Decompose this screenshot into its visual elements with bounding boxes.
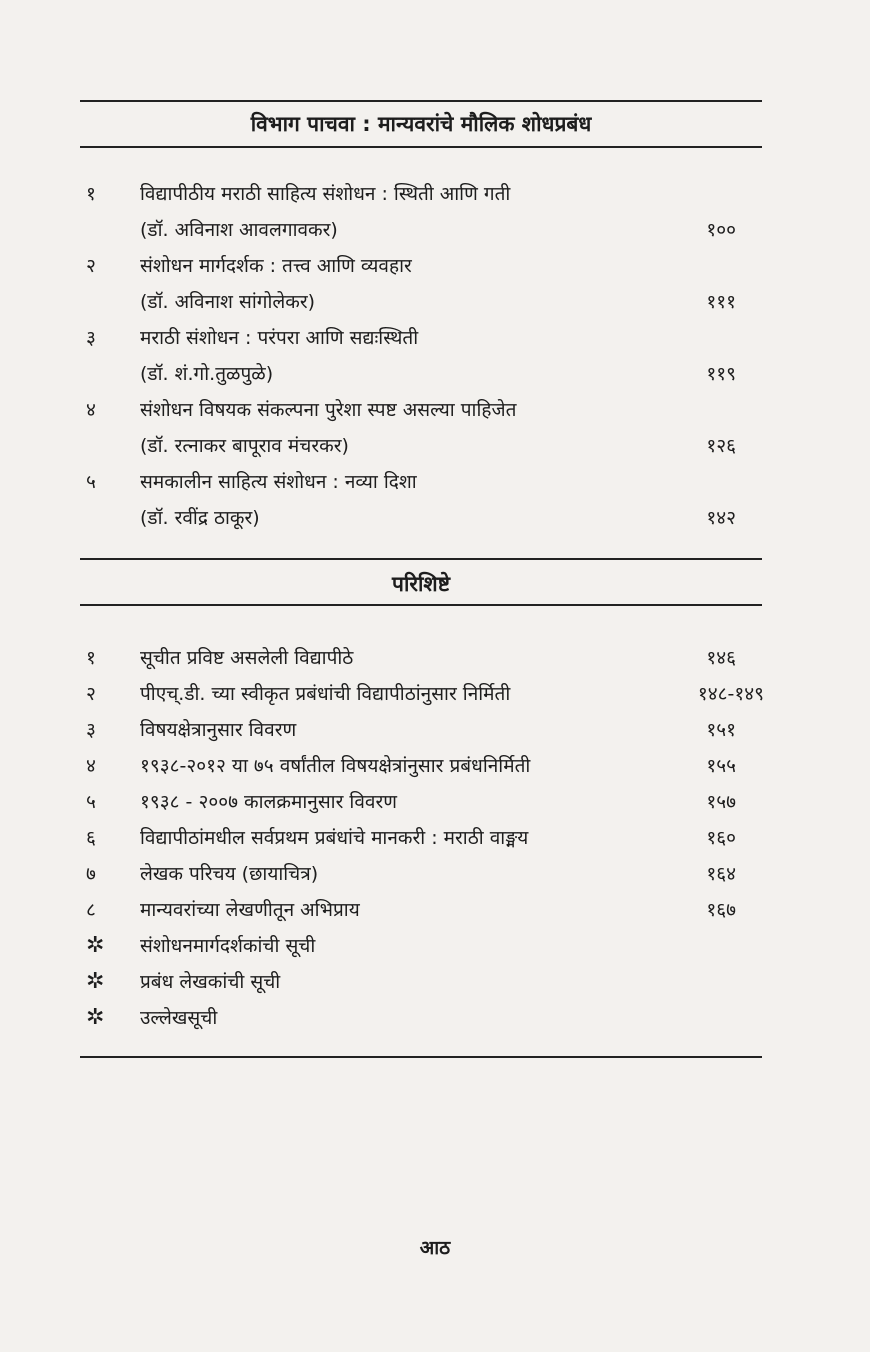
entry-number: १ bbox=[86, 183, 96, 205]
appendices-heading-rule bbox=[80, 604, 762, 606]
entry-number: २ bbox=[86, 255, 96, 277]
list-item bbox=[80, 964, 762, 1000]
list-item bbox=[80, 464, 762, 500]
list-item bbox=[80, 1000, 762, 1036]
list-item bbox=[80, 320, 762, 356]
entry-number: ५ bbox=[86, 471, 96, 493]
appendix-number: ७ bbox=[86, 863, 96, 885]
appendix-number: २ bbox=[86, 683, 96, 705]
appendix-title: १९३८-२०१२ या ७५ वर्षांतील विषयक्षेत्रांनुसार प्रबंधनिर्मिती bbox=[140, 755, 531, 777]
entry-page: १२६ bbox=[706, 435, 736, 457]
list-item bbox=[80, 176, 762, 212]
appendix-number: ८ bbox=[86, 899, 96, 921]
appendix-title: सूचीत प्रविष्ट असलेली विद्यापीठे bbox=[140, 647, 354, 669]
list-item bbox=[80, 676, 762, 712]
appendix-title: पीएच्.डी. च्या स्वीकृत प्रबंधांची विद्यापीठांनुसार निर्मिती bbox=[140, 683, 511, 705]
asterisk-icon: ✲ bbox=[86, 1005, 105, 1030]
entry-page: १११ bbox=[706, 291, 736, 313]
list-item bbox=[80, 428, 762, 464]
list-item bbox=[80, 392, 762, 428]
entry-author: (डॉ. रवींद्र ठाकूर) bbox=[140, 507, 260, 529]
list-item bbox=[80, 248, 762, 284]
entry-author: (डॉ. शं.गो.तुळपुळे) bbox=[140, 363, 274, 385]
entry-title: संशोधन विषयक संकल्पना पुरेशा स्पष्ट असल्या पाहिजेत bbox=[140, 399, 517, 421]
list-item bbox=[80, 500, 762, 536]
entry-page: ११९ bbox=[706, 363, 736, 385]
list-item bbox=[80, 892, 762, 928]
appendix-title: संशोधनमार्गदर्शकांची सूची bbox=[140, 935, 316, 957]
list-item bbox=[80, 820, 762, 856]
appendix-title: उल्लेखसूची bbox=[140, 1007, 218, 1029]
list-item bbox=[80, 928, 762, 964]
entry-author: (डॉ. रत्नाकर बापूराव मंचरकर) bbox=[140, 435, 349, 457]
appendix-title: विषयक्षेत्रानुसार विवरण bbox=[140, 719, 297, 741]
page-number: आठ bbox=[419, 1237, 451, 1259]
appendices-top-rule bbox=[80, 558, 762, 560]
appendices-heading: परिशिष्टे bbox=[392, 572, 450, 596]
list-item bbox=[80, 748, 762, 784]
list-item bbox=[80, 856, 762, 892]
appendix-page: १५७ bbox=[706, 791, 736, 813]
entry-title: समकालीन साहित्य संशोधन : नव्या दिशा bbox=[140, 471, 417, 493]
appendix-page: १५१ bbox=[706, 719, 736, 741]
list-item bbox=[80, 784, 762, 820]
section-five-heading-rule bbox=[80, 146, 762, 148]
appendix-page: १४८-१४९ bbox=[697, 683, 764, 705]
entry-title: मराठी संशोधन : परंपरा आणि सद्यःस्थिती bbox=[140, 327, 419, 349]
bottom-rule bbox=[80, 1056, 762, 1058]
list-item bbox=[80, 712, 762, 748]
appendix-page: १५५ bbox=[706, 755, 736, 777]
entry-author: (डॉ. अविनाश सांगोलेकर) bbox=[140, 291, 316, 313]
appendix-title: प्रबंध लेखकांची सूची bbox=[140, 971, 281, 993]
entry-page: १४२ bbox=[706, 507, 736, 529]
appendix-number: ५ bbox=[86, 791, 96, 813]
list-item bbox=[80, 640, 762, 676]
appendix-number: ३ bbox=[86, 719, 96, 741]
appendix-title: लेखक परिचय (छायाचित्र) bbox=[140, 863, 319, 885]
asterisk-icon: ✲ bbox=[86, 969, 105, 994]
list-item bbox=[80, 212, 762, 248]
entry-author: (डॉ. अविनाश आवलगावकर) bbox=[140, 219, 338, 241]
entry-page: १०० bbox=[706, 219, 736, 241]
list-item bbox=[80, 356, 762, 392]
top-rule bbox=[80, 100, 762, 102]
appendix-page: १६४ bbox=[706, 863, 736, 885]
appendix-title: मान्यवरांच्या लेखणीतून अभिप्राय bbox=[140, 899, 360, 921]
appendix-number: ६ bbox=[86, 827, 96, 849]
entry-title: संशोधन मार्गदर्शक : तत्त्व आणि व्यवहार bbox=[140, 255, 412, 277]
list-item bbox=[80, 284, 762, 320]
appendix-number: ४ bbox=[86, 755, 96, 777]
entry-number: ४ bbox=[86, 399, 96, 421]
entry-title: विद्यापीठीय मराठी साहित्य संशोधन : स्थिती आणि गती bbox=[140, 183, 511, 205]
asterisk-icon: ✲ bbox=[86, 933, 105, 958]
appendix-page: १६७ bbox=[706, 899, 736, 921]
appendix-page: १६० bbox=[706, 827, 736, 849]
appendix-page: १४६ bbox=[706, 647, 736, 669]
appendix-number: १ bbox=[86, 647, 96, 669]
section-five-heading: विभाग पाचवा : मान्यवरांचे मौलिक शोधप्रबंध bbox=[250, 112, 592, 136]
appendix-title: विद्यापीठांमधील सर्वप्रथम प्रबंधांचे मानकरी : मराठी वाङ्मय bbox=[140, 827, 529, 849]
appendix-title: १९३८ - २००७ कालक्रमानुसार विवरण bbox=[140, 791, 397, 813]
entry-number: ३ bbox=[86, 327, 96, 349]
